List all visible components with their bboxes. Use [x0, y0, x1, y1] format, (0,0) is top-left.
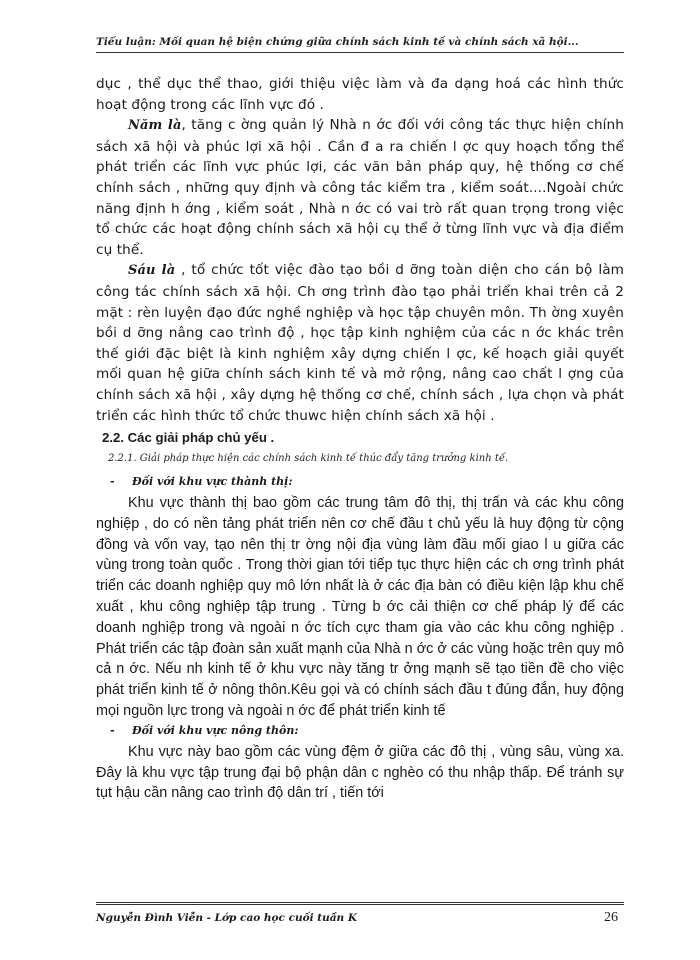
paragraph-text-nam-la: , tăng c ờng quản lý Nhà n ớc đối với công tác thực hiện chính sách xã hội và phúc lợi xã hội . Cần đ a ra chiến l ợc quy hoạch tổng thể phát triển các lĩnh vực phúc lợi, các văn bản pháp quy, hệ thống cơ chế chính sách , những quy định và công tác kiểm tra , kiểm soát....Ngoài chức năng định h ớng , kiểm soát , Nhà n ớc có vai trò rất quan trọng trong việc tổ chức các hoạt động chính sách xã hội cụ thể ở từng lĩnh vực và địa điểm cụ thể. [96, 117, 624, 258]
subsection-heading: 2.2.1. Giải pháp thực hiện các chính sách kinh tế thúc đẩy tăng trưởng kinh tế. [108, 453, 509, 465]
paragraph-nam-la [96, 115, 624, 260]
paragraph-urban: Khu vực thành thị bao gồm các trung tâm đô thị, thị trấn và các khu công nghiệp , do có nền tảng phát triển nên cơ chế đầu t chủ yếu là huy động từ cộng đồng và vốn vay, tạo nên thị tr ờng nội địa vùng làm đầu mối giao l u giữa các vùng trong toàn quốc . Trong thời gian tới tiếp tục thực hiện các ch ơng trình phát triển các doanh nghiệp quy mô lớn nhất là ở các địa bàn có điều kiện lập khu chế xuất , khu công nghiệp tập trung . Từng b ớc cải thiện cơ chế pháp lý để các doanh nghiệp trong và ngoài n ớc tích cực tham gia vào các khu công nghiệp . Phát triển các tập đoàn sản xuất mạnh của Nhà n ớc ở các vùng hoặc trên quy mô cả n ớc. Nếu nh kinh tế ở khu vực này tăng tr ởng mạnh sẽ tạo tiền đề cho việc phát triển kinh tế ở nông thôn.Kêu gọi và có chính sách đầu t đúng đắn, huy động mọi nguồn lực trong và ngoài n ớc để phát triển kinh tế [96, 495, 624, 720]
paragraph-lead-sau-la: Sáu là [128, 263, 176, 279]
bullet-urban [110, 473, 624, 491]
header-divider [96, 52, 624, 53]
page-body [96, 74, 624, 804]
paragraph-text-sau-la: , tổ chức tốt việc đào tạo bồi d ỡng toàn diện cho cán bộ làm công tác chính sách xã hội. Ch ơng trình đào tạo phải triển khai trên cả 2 mặt : rèn luyện đạo đức nghề nghiệp và học tập chuyên môn. Th ờng xuyên bồi d ỡng nâng cao trình độ , học tập kinh nghiệm của các n ớc khác trên thế giới đặc biệt là kinh nghiệm xây dựng chiến l ợc, kế hoạch giải quyết mối quan hệ giữa chính sách kinh tế và mở rộng, nâng cao chất l ợng của chính sách xã hội , xây dựng hệ thống cơ chế, chính sách , lựa chọn và phát triển các hình thức tổ chức thuwc hiện chính sách xã hội . [96, 262, 624, 424]
bullet-dash: - [110, 475, 115, 489]
paragraph-rural: Khu vực này bao gồm các vùng đệm ở giữa các đô thị , vùng sâu, vùng xa. Đây là khu vực tập trung đại bộ phận dân c nghèo có thu nhập thấp. Để tránh sự tụt hậu cần nâng cao trình độ dân trí , tiến tới [96, 743, 624, 802]
bullet-label-rural: Đối với khu vực nông thôn: [132, 723, 299, 737]
page-footer [96, 912, 624, 932]
bullet-dash: - [110, 723, 115, 737]
paragraph-sau-la [96, 260, 624, 426]
footer-divider [96, 902, 624, 905]
paragraph-continuation: dục , thể dục thể thao, giới thiệu việc làm và đa dạng hoá các hình thức hoạt động trong các lĩnh vực đó . [96, 76, 624, 113]
page-number: 26 [604, 910, 618, 925]
bullet-label-urban: Đối với khu vực thành thị: [132, 475, 293, 489]
running-header: Tiểu luận: Mối quan hệ biện chứng giữa chính sách kinh tế và chính sách xã hội... [96, 36, 579, 48]
section-heading: 2.2. Các giải pháp chủ yếu . [102, 430, 275, 446]
footer-author: Nguyễn Đình Viễn - Lớp cao học cuối tuần K [96, 912, 357, 924]
paragraph-lead-nam-la: Năm là [128, 118, 182, 134]
bullet-rural [110, 722, 624, 740]
